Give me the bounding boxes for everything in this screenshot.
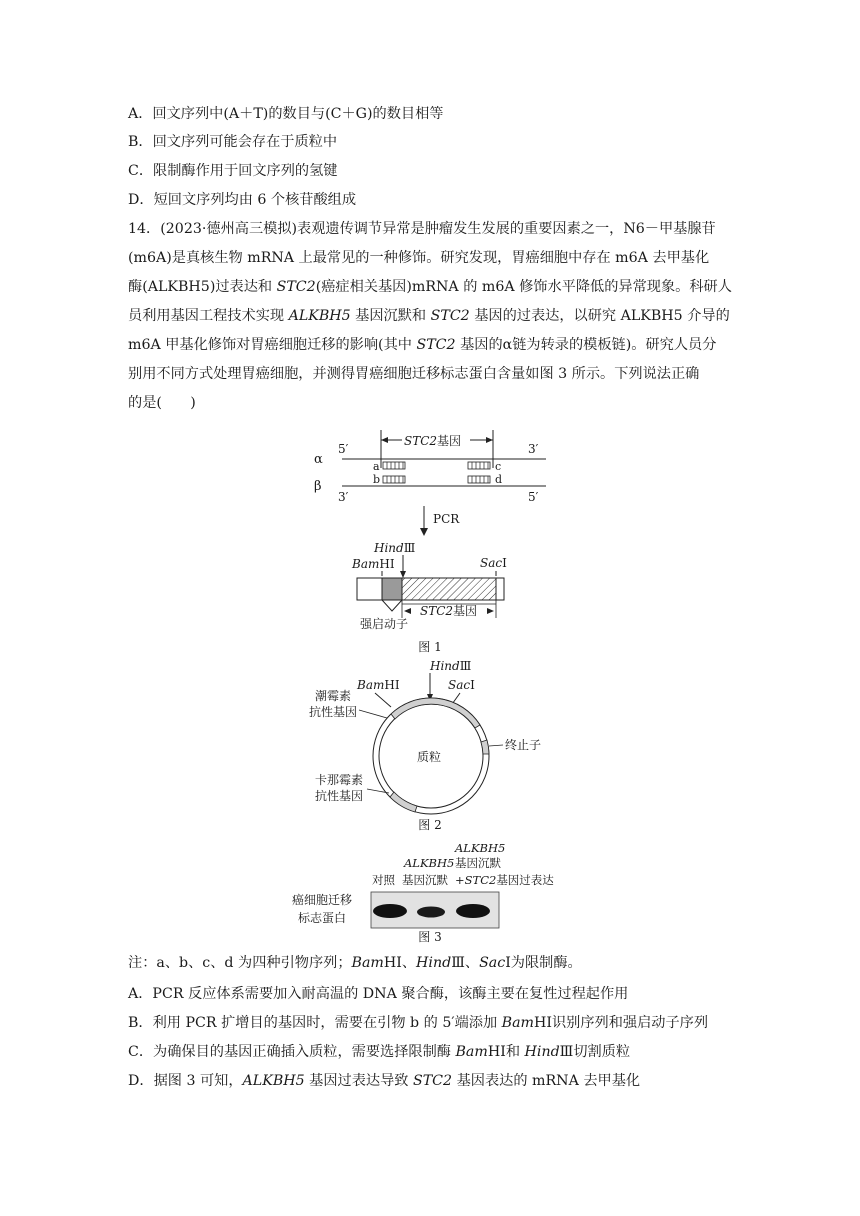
q14-l4d: STC2 xyxy=(430,308,470,324)
figure-2-caption: 图 2 xyxy=(418,818,442,832)
figure-note: 注：a、b、c、d 为四种引物序列；BamHⅠ、HindⅢ、SacⅠ为限制酶。 xyxy=(128,955,582,971)
col3-top-label: ALKBH5 xyxy=(455,841,506,855)
terminator-label: 终止子 xyxy=(505,738,542,752)
row-label-1: 癌细胞迁移 xyxy=(292,893,353,907)
q14-l4e: 基因的过表达，以研究 ALKBH5 介导的 xyxy=(469,308,730,324)
option-d-prev: D．短回文序列均由 6 个核苷酸组成 xyxy=(128,192,357,208)
primer-c-label: c xyxy=(495,460,502,473)
terminator-segment xyxy=(481,740,489,754)
q14-line-3 xyxy=(128,277,744,297)
col3-label: +STC2基因过表达 xyxy=(455,873,554,887)
q14-l5c: 基因的α链为转录的模板链)。研究人员分 xyxy=(455,337,717,353)
col3-mid-label: 基因沉默 xyxy=(455,856,501,870)
option-c-prev: C．限制酶作用于回文序列的氢键 xyxy=(128,163,338,179)
row-label-2: 标志蛋白 xyxy=(298,911,347,925)
alpha-3prime: 3′ xyxy=(528,442,539,456)
q14-line-1: 14．(2023·德州高三模拟)表观遗传调节异常是肿瘤发生发展的重要因素之一，N6－甲基腺苷 xyxy=(128,221,716,237)
fig2-bam-label: BamHⅠ xyxy=(357,678,400,692)
q14-line-6: 别用不同方式处理胃癌细胞，并测得胃癌细胞迁移标志蛋白含量如图 3 所示。下列说法正确 xyxy=(128,366,700,382)
figure-2 xyxy=(305,658,595,818)
q14-line-4 xyxy=(128,306,744,326)
promoter-label: 强启动子 xyxy=(360,617,409,631)
figure-3-caption: 图 3 xyxy=(418,930,442,944)
col1-label: 对照 xyxy=(372,873,395,887)
kan-label-1: 卡那霉素 xyxy=(315,773,364,787)
q14-l3b: STC2 xyxy=(276,279,316,295)
primer-a-label: a xyxy=(373,460,380,473)
gene-label-top: STC2基因 xyxy=(404,434,462,448)
strong-promoter-segment xyxy=(382,578,402,600)
hyg-label-1: 潮霉素 xyxy=(315,689,352,703)
hygromycin-resistance-segment xyxy=(391,698,480,728)
kanamycin-resistance-segment xyxy=(390,792,417,812)
q14-l4a: 员利用基因工程技术实现 xyxy=(128,308,289,324)
q14-line-5 xyxy=(128,335,744,355)
q14-line-7: 的是( ) xyxy=(128,395,196,411)
band-silencing xyxy=(417,907,445,918)
sac-label: SacⅠ xyxy=(480,556,507,570)
col2-label: 基因沉默 xyxy=(402,873,448,887)
primer-b-label: b xyxy=(373,473,381,486)
answer-d: D．据图 3 可知，ALKBH5 基因过表达导致 STC2 基因表达的 mRNA 去甲基化 xyxy=(128,1073,641,1089)
q14-l4c: 基因沉默和 xyxy=(350,308,431,324)
option-a-prev: A．回文序列中(A＋T)的数目与(C＋G)的数目相等 xyxy=(128,106,444,122)
gene-label-construct: STC2基因 xyxy=(420,604,478,618)
answer-a: A．PCR 反应体系需要加入耐高温的 DNA 聚合酶，该酶主要在复性过程起作用 xyxy=(128,986,629,1002)
beta-5prime: 5′ xyxy=(528,490,539,504)
q14-line-2: (m6A)是真核生物 mRNA 上最常见的一种修饰。研究发现，胃癌细胞中存在 m6A 去甲基化 xyxy=(128,250,710,266)
beta-label: β xyxy=(314,479,322,494)
figure-3 xyxy=(290,840,590,940)
primer-c xyxy=(468,462,490,469)
alpha-label: α xyxy=(314,452,323,467)
primer-a xyxy=(383,462,405,469)
q14-l3c: (癌症相关基因)mRNA 的 m6A 修饰水平降低的异常现象。科研人 xyxy=(315,279,732,295)
alpha-5prime: 5′ xyxy=(338,442,349,456)
pcr-label: PCR xyxy=(433,512,460,526)
figure-1 xyxy=(300,428,560,658)
fig2-hind-label: HindⅢ xyxy=(430,659,472,673)
fig2-sac-label: SacⅠ xyxy=(448,678,475,692)
option-b-prev: B．回文序列可能会存在于质粒中 xyxy=(128,134,338,150)
figure-1-caption: 图 1 xyxy=(418,640,442,654)
col2-top-label: ALKBH5 xyxy=(404,856,455,870)
q14-l3a: 酶(ALKBH5)过表达和 xyxy=(128,279,277,295)
plasmid-label: 质粒 xyxy=(417,750,442,764)
beta-3prime: 3′ xyxy=(338,490,349,504)
primer-b xyxy=(383,476,405,483)
stc2-gene-segment xyxy=(402,578,496,600)
q14-l5a: m6A 甲基化修饰对胃癌细胞迁移的影响(其中 xyxy=(128,337,417,353)
answer-b: B．利用 PCR 扩增目的基因时，需要在引物 b 的 5′端添加 BamHⅠ识别序列和强启动子序列 xyxy=(128,1015,709,1031)
hind-label: HindⅢ xyxy=(374,541,416,555)
hyg-label-2: 抗性基因 xyxy=(309,705,358,719)
q14-l5b: STC2 xyxy=(416,337,456,353)
band-control xyxy=(373,904,407,918)
q14-l4b: ALKBH5 xyxy=(288,308,351,324)
primer-d xyxy=(468,476,490,483)
band-silencing-overexpression xyxy=(456,904,490,918)
primer-d-label: d xyxy=(495,473,503,486)
kan-label-2: 抗性基因 xyxy=(315,789,364,803)
answer-c: C．为确保目的基因正确插入质粒，需要选择限制酶 BamHⅠ和 HindⅢ切割质粒 xyxy=(128,1044,631,1060)
bam-label: BamHⅠ xyxy=(352,557,395,571)
